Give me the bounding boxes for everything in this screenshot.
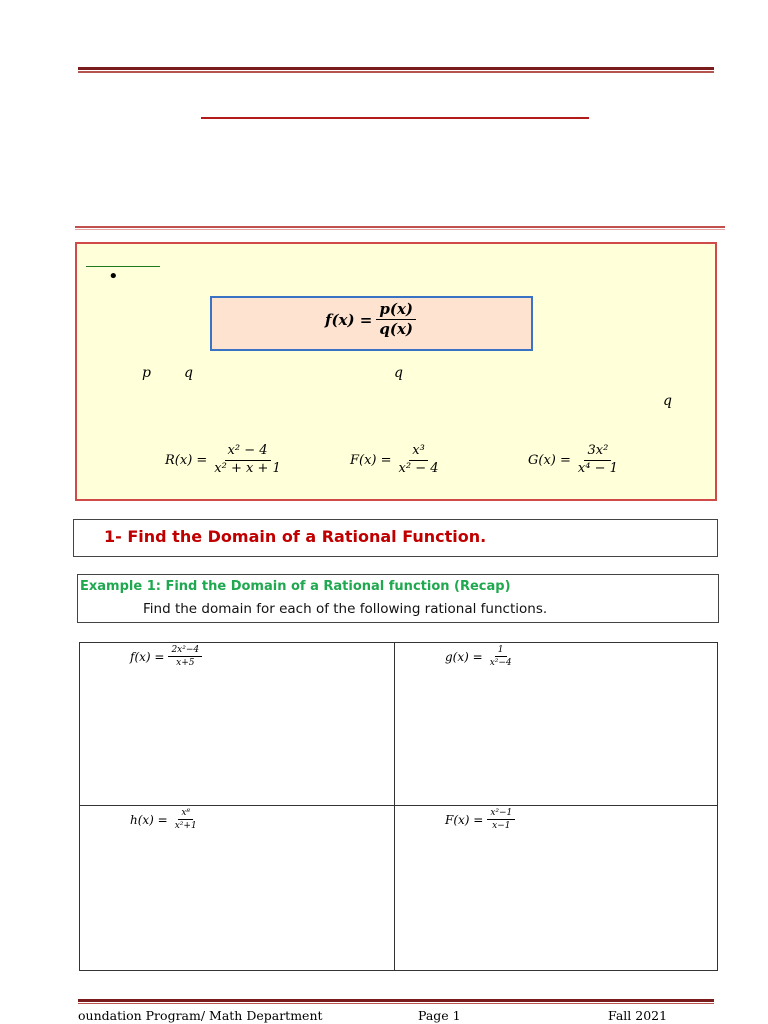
answer-grid-vertical-divider (394, 642, 395, 971)
answer-grid-horizontal-divider (79, 805, 718, 806)
rational-function-formula (325, 301, 416, 339)
cell-f-lhs: f(x) = (130, 649, 165, 664)
formula-lhs: f(x) = (325, 310, 373, 329)
cell-g-fraction (487, 645, 515, 669)
example-title: Example 1: Find the Domain of a Rational function (Recap) (80, 579, 511, 594)
var-q-denominator: q (394, 365, 403, 381)
example-f-denominator: x² − 4 (398, 460, 439, 476)
section-heading: 1- Find the Domain of a Rational Function. (104, 527, 487, 546)
example-f-lhs: F(x) = (350, 452, 392, 468)
cell-F-denominator: x−1 (492, 821, 511, 832)
header-rule-thin (78, 71, 714, 73)
example-r-numerator: x² − 4 (225, 444, 271, 461)
cell-f-denominator: x+5 (176, 658, 195, 669)
definition-bullet: • (108, 266, 119, 287)
cell-f-fraction (168, 645, 202, 669)
cell-g-numerator: 1 (495, 645, 507, 657)
example-function-f (350, 444, 442, 477)
cell-F-fraction (487, 808, 515, 832)
example-g-fraction (575, 444, 621, 477)
formula-fraction (376, 301, 416, 339)
grid-cell-g (445, 645, 515, 669)
var-p: p (142, 365, 151, 381)
cell-h-lhs: h(x) = (130, 812, 168, 827)
answer-grid (79, 642, 718, 971)
example-g-lhs: G(x) = (528, 452, 571, 468)
header-rule-thick (78, 67, 714, 70)
cell-h-fraction (172, 808, 200, 832)
example-function-r (165, 444, 284, 477)
var-q-nonzero: q (663, 393, 672, 409)
formula-denominator: q(x) (379, 320, 414, 339)
example-g-denominator: x⁴ − 1 (577, 460, 618, 476)
cell-F-lhs: F(x) = (445, 812, 484, 827)
footer-rule-thick (78, 999, 714, 1002)
example-r-denominator: x² + x + 1 (214, 460, 281, 476)
example-g-numerator: 3x² (584, 444, 611, 461)
footer-department: oundation Program/ Math Department (78, 1008, 323, 1023)
cell-g-denominator: x²−4 (489, 658, 512, 669)
example-r-fraction (211, 444, 283, 477)
cell-h-numerator: x⁸ (178, 808, 193, 820)
definition-heading-underline (86, 266, 160, 267)
var-q: q (184, 365, 193, 381)
grid-cell-h (130, 808, 200, 832)
grid-cell-F (445, 808, 515, 832)
example-instruction: Find the domain for each of the following rational functions. (143, 601, 548, 617)
cell-h-denominator: x²+1 (174, 821, 197, 832)
example-r-lhs: R(x) = (165, 452, 208, 468)
example-f-fraction (396, 444, 442, 477)
footer-page-number: Page 1 (418, 1008, 461, 1023)
section-divider (75, 226, 725, 228)
example-f-numerator: x³ (409, 444, 428, 461)
grid-cell-f (130, 645, 202, 669)
section-divider-light (75, 229, 725, 230)
cell-F-numerator: x²−1 (487, 808, 515, 820)
cell-f-numerator: 2x²−4 (168, 645, 202, 657)
formula-numerator: p(x) (376, 301, 416, 320)
cell-g-lhs: g(x) = (445, 649, 483, 664)
footer-term: Fall 2021 (608, 1008, 668, 1023)
example-function-g (528, 444, 621, 477)
title-underline (201, 117, 589, 119)
footer-rule-thin (78, 1003, 714, 1004)
